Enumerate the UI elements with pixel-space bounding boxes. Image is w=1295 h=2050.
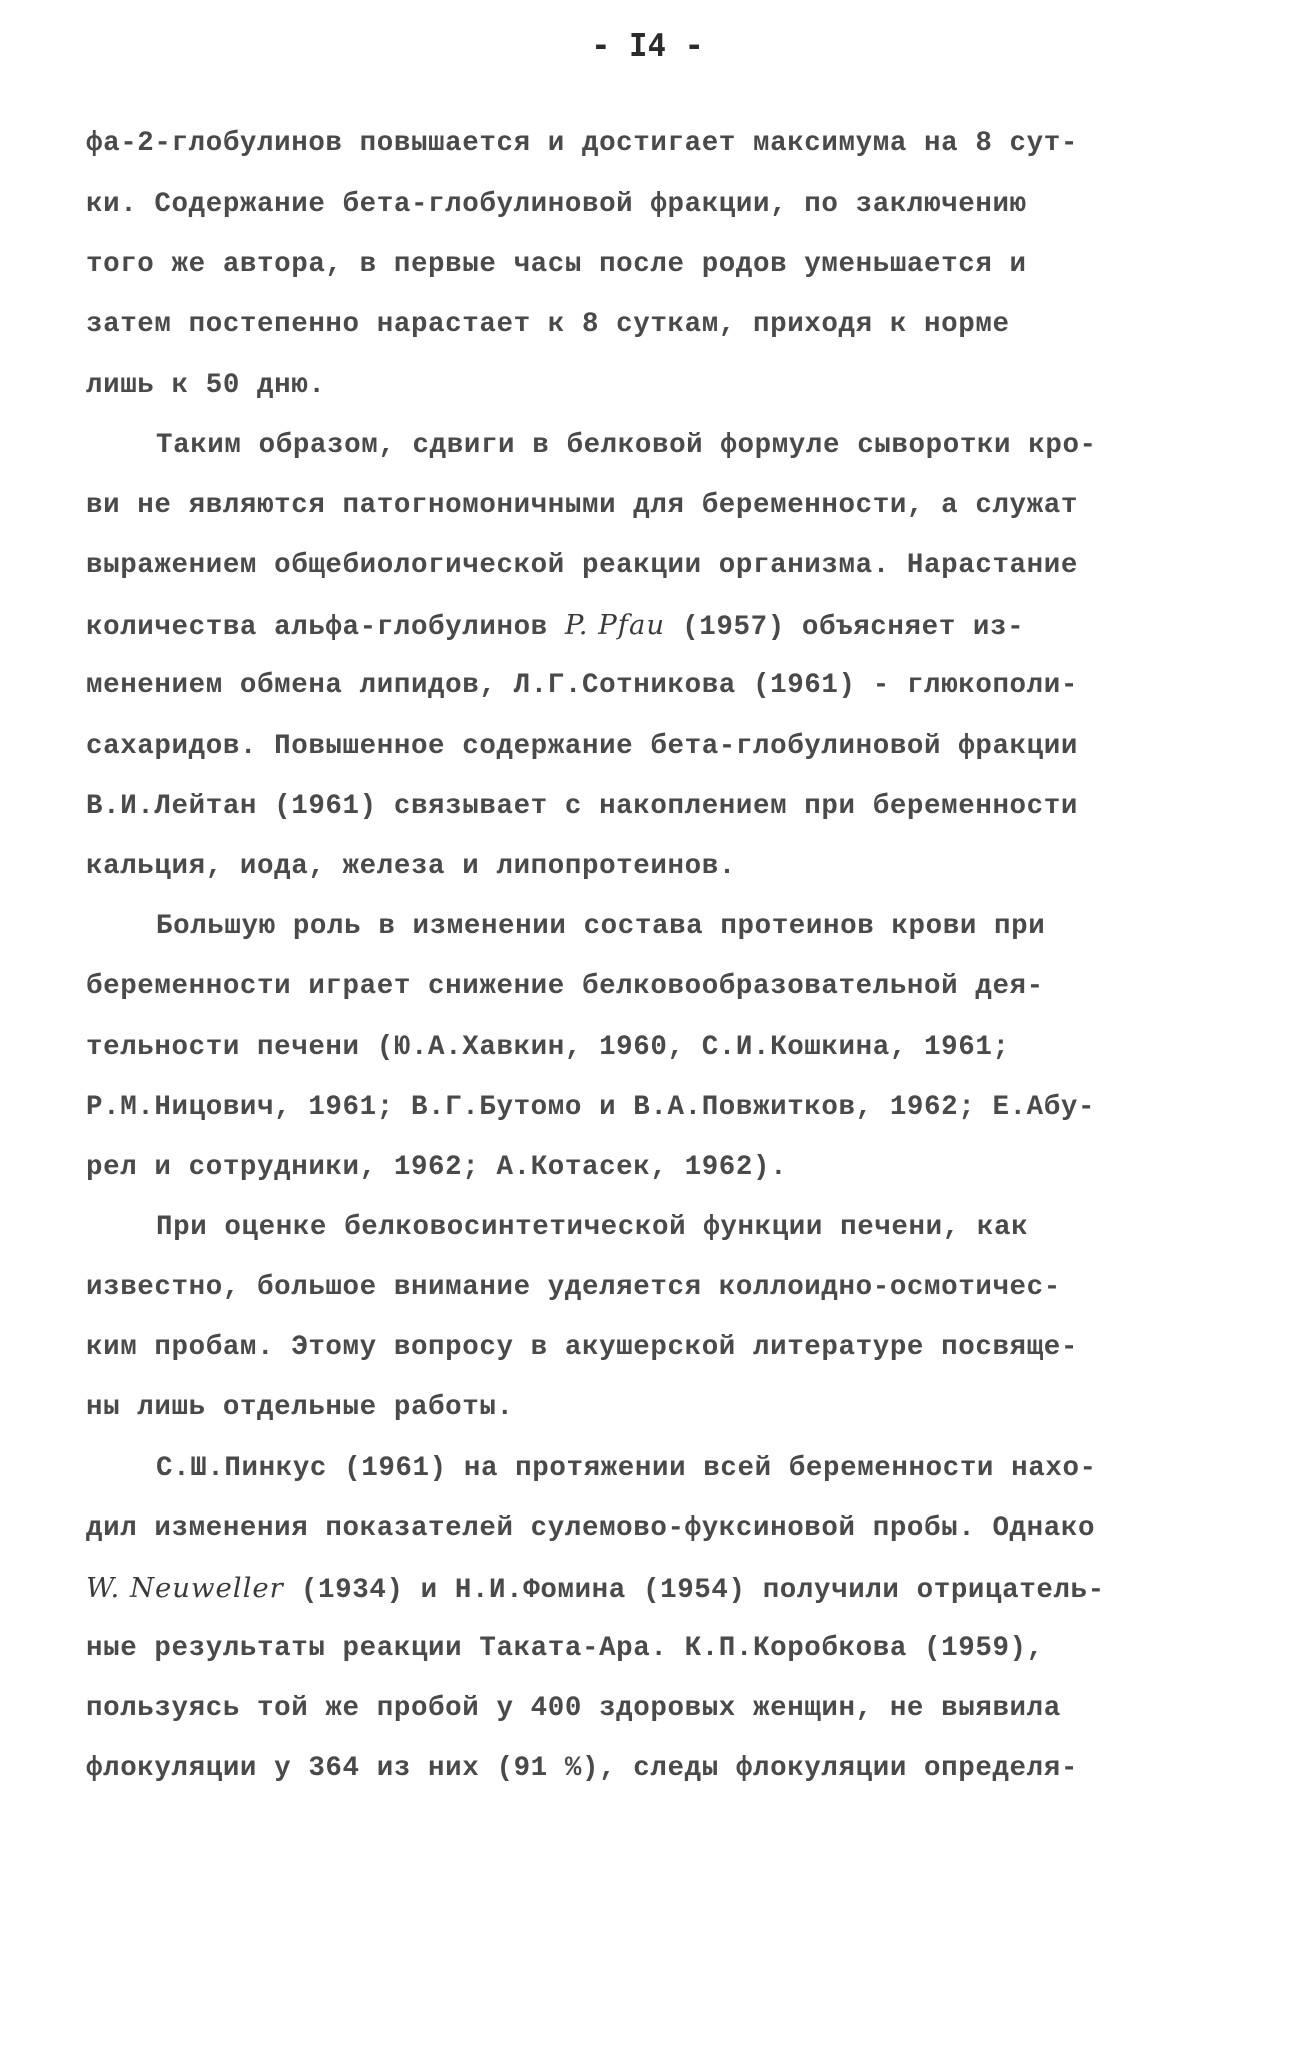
text-line: беременности играет снижение белковообразовательной дея-: [86, 971, 1044, 1002]
text-line: лишь к 50 дню.: [86, 370, 326, 401]
text-line: затем постепенно нарастает к 8 суткам, приходя к норме: [86, 309, 1010, 340]
text-line: флокуляции у 364 из них (91 %), следы флокуляции определя-: [86, 1753, 1078, 1784]
text-line-with-handwriting: [86, 1572, 1105, 1606]
text-line: пользуясь той же пробой у 400 здоровых женщин, не выявила: [86, 1693, 1061, 1724]
text-segment: (1934) и Н.И.Фомина (1954) получили отрицатель-: [283, 1575, 1105, 1606]
text-line: ви не являются патогномоничными для беременности, а служат: [86, 490, 1078, 521]
text-line: рел и сотрудники, 1962; А.Котасек, 1962).: [86, 1152, 788, 1183]
text-line: ки. Содержание бета-глобулиновой фракции, по заключению: [86, 189, 1027, 220]
text-line: ким пробам. Этому вопросу в акушерской литературе посвяще-: [86, 1332, 1078, 1363]
text-line: кальция, иода, железа и липопротеинов.: [86, 851, 736, 882]
text-line: известно, большое внимание уделяется коллоидно-осмотичес-: [86, 1272, 1061, 1303]
text-line: ные результаты реакции Таката-Ара. К.П.Коробкова (1959),: [86, 1633, 1044, 1664]
text-line: ны лишь отдельные работы.: [86, 1392, 514, 1423]
text-line: Таким образом, сдвиги в белковой формуле сыворотки кро-: [156, 430, 1097, 461]
text-line: Большую роль в изменении состава протеинов крови при: [156, 911, 1046, 942]
text-segment: (1957) объясняет из-: [665, 612, 1025, 643]
text-line: менением обмена липидов, Л.Г.Сотникова (1961) - глюкополи-: [86, 670, 1078, 701]
text-line: Р.М.Ницович, 1961; В.Г.Бутомо и В.А.Повжитков, 1962; Е.Абу-: [86, 1092, 1096, 1123]
text-line: того же автора, в первые часы после родов уменьшается и: [86, 249, 1027, 280]
handwritten-name: W. Neuweller: [86, 1572, 284, 1604]
text-segment: количества альфа-глобулинов: [86, 612, 565, 643]
text-line: тельности печени (Ю.А.Хавкин, 1960, С.И.Кошкина, 1961;: [86, 1032, 1010, 1063]
text-line: В.И.Лейтан (1961) связывает с накоплением при беременности: [86, 791, 1078, 822]
text-line: фа-2-глобулинов повышается и достигает максимума на 8 сут-: [86, 128, 1078, 159]
text-line: дил изменения показателей сулемово-фуксиновой пробы. Однако: [86, 1513, 1096, 1544]
text-line-with-handwriting: [86, 609, 1025, 643]
text-line: сахаридов. Повышенное содержание бета-глобулиновой фракции: [86, 731, 1078, 762]
handwritten-name: P. Pfau: [564, 609, 666, 641]
text-line: выражением общебиологической реакции организма. Нарастание: [86, 550, 1078, 581]
text-line: При оценке белковосинтетической функции печени, как: [156, 1212, 1029, 1243]
text-line: С.Ш.Пинкус (1961) на протяжении всей беременности нахо-: [156, 1453, 1097, 1484]
page-number: - I4 -: [591, 28, 704, 64]
